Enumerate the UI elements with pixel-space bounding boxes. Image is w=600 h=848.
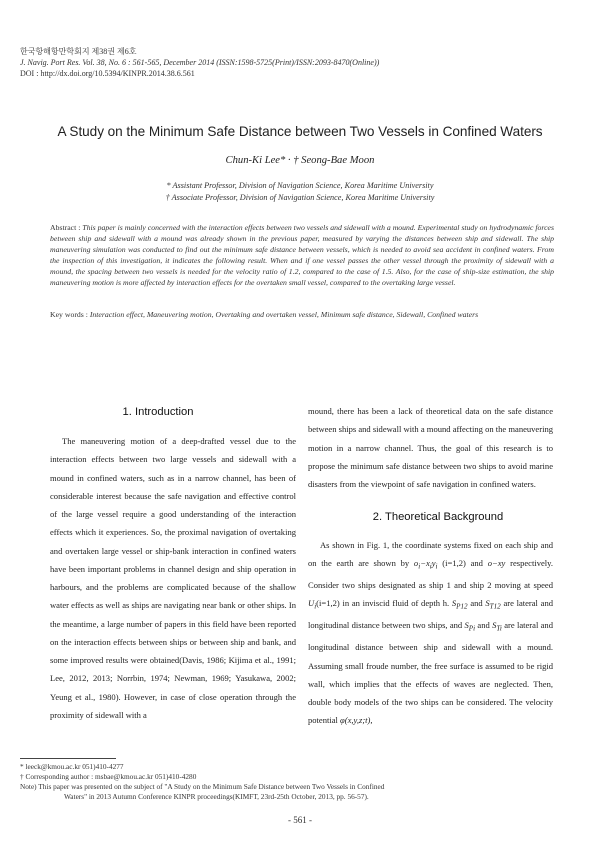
math-subscript: i (314, 603, 317, 612)
affiliation-2: † Associate Professor, Division of Navigation Science, Korea Maritime University (165, 193, 435, 202)
math-symbol: (i=1,2) (437, 558, 471, 569)
math-subscript: i (429, 562, 432, 571)
theory-text: , (370, 715, 373, 726)
math-subscript: T12 (489, 603, 501, 612)
theory-text: and (467, 598, 486, 609)
math-symbol: y (431, 558, 436, 569)
doi-line: DOI : http://dx.doi.org/10.5394/KINPR.2014.38.6.561 (20, 69, 195, 78)
math-symbol: o (413, 558, 419, 569)
math-symbol: S (492, 620, 497, 631)
theory-text: are lateral and longitudinal distance between ship and sidewall with a mound. Assuming small froude number, the free surface is assumed to be rigid wall, which implies that the effects of waves are neglected. Then, double body models of the two ships can be considered. The velocity potential (308, 620, 553, 726)
affiliation-1: * Assistant Professor, Division of Navigation Science, Korea Maritime University (166, 181, 434, 190)
math-symbol: S (464, 620, 469, 631)
math-subscript: P12 (456, 603, 468, 612)
right-column-top (308, 402, 553, 493)
math-symbol: S (485, 598, 490, 609)
theory-text: and (470, 558, 488, 569)
intro-paragraph: The maneuvering motion of a deep-drafted vessel due to the interaction effects between two large vessels and sidewall with a mound in confined waters, such as in a narrow channel, has been of considerable interest because the safe navigation and effective control of the large vessel require a good understanding of the interaction effects which it experiences. So, the proximal navigation of overtaking and overtaken large vessel or ship-bank interaction in confined waters have been important problems in channel design and ship operation in harbours, and the problems are complicated because of the shallow water effects as well as ships are navigating near bank or other ships. In the meantime, a large number of papers in this field have been reported on the interaction effects between ships or between ship and bank, and some improved results were obtained(Davis, 1986; Kijima et al., 1991; Lee, 2012, 2013; Norrbin, 1974; Newman, 1969; Yasukawa, 2002; Yeung et al., 1980). However, in case of close operation through the proximity of sidewall with a (50, 436, 296, 720)
abstract-label: Abstract : (50, 223, 83, 232)
footnote-rule (20, 758, 116, 759)
math-symbol: S (451, 598, 457, 609)
footnote-corresponding-author: † Corresponding author : msbae@kmou.ac.kr 051)410-4280 (20, 772, 197, 782)
math-subscript: Ti (496, 625, 502, 634)
journal-citation: J. Navig. Port Res. Vol. 38, No. 6 : 561-565, December 2014 (ISSN:1598-5725(Print)/ISSN:2093-8470(Online)) (20, 58, 380, 67)
keywords (50, 310, 560, 319)
theory-heading: 2. Theoretical Background (372, 511, 504, 523)
intro-heading: 1. Introduction (122, 406, 194, 418)
theory-text: are lateral and longitudinal distance between two ships, and (308, 598, 553, 631)
footnotes (20, 762, 565, 802)
theory-text: As shown in Fig. 1, the coordinate systems fixed on each ship and on the earth are shown by (308, 540, 553, 569)
theory-text: respectively. Consider two ships designated as ship 1 and ship 2 moving at speed (308, 558, 553, 591)
math-symbol: (i=1,2) (316, 598, 340, 609)
journal-name-korean: 한국항해항만학회지 제38권 제6호 (20, 47, 137, 56)
footnote-note: Note) This paper was presented on the subject of "A Study on the Minimum Safe Distance between Two Vessels in Confined (20, 782, 385, 792)
footnote-author-1: * leeck@kmou.ac.kr 051)410-4277 (20, 762, 124, 771)
keywords-text: Interaction effect, Maneuvering motion, Overtaking and overtaken vessel, Minimum safe distance, Sidewall, Confined waters (89, 310, 479, 319)
theory-text: and (475, 620, 493, 631)
journal-header (20, 46, 379, 79)
theory-text: in an inviscid fluid of depth h. (339, 598, 452, 609)
abstract-text: This paper is mainly concerned with the interaction effects between two vessels and sidewall with a mound. Experimental study on hydrodynamic forces between ship and sidewall with a mound was already shown in the previous paper, measured by varying the distances between ship and sidewall. The ship maneuvering simulation was conducted to find out the minimum safe distance between vessels, which is needed to avoid sea accident in confined waters. From the inspection of this investigation, it indicates the following result. When and if one vessel passes the other vessel through the proximity of sidewall with a mound, the spacing between two vessels is needed for the velocity ratio of 1.2, compared to the case of 1.5. Also, for the case of ship-size estimation, the ship maneuvering motion is more affected by interaction effects for the overtaken small vessel, compared to the overtaking large vessel. (50, 223, 554, 287)
math-subscript: i (418, 562, 421, 571)
keywords-label: Key words : (50, 310, 90, 319)
math-symbol: −x (420, 558, 430, 569)
math-subscript: Pi (468, 625, 476, 634)
math-symbol: o−xy (487, 558, 506, 569)
page-number: - 561 - (288, 815, 312, 825)
right-column-theory (308, 536, 553, 730)
intro-paragraph-continued: mound, there has been a lack of theoretical data on the safe distance between ships and sidewall with a mound affecting on the maneuvering motion in a narrow channel. Thus, the goal of this research is to propose the minimum safe distance between two ships to avoid marine disasters from the viewpoint of safe navigation in confined waters. (308, 406, 553, 489)
left-column (50, 432, 296, 724)
theory-paragraph (308, 536, 553, 730)
footnote-note-continued: Waters" in 2013 Autumn Conference KINPR proceedings(KIMFT, 23rd-25th October, 2013, pp. 56-57). (64, 792, 369, 802)
math-symbol: φ(x,y,z;t) (340, 715, 371, 726)
author-list: Chun-Ki Lee* · † Seong-Bae Moon (225, 155, 375, 166)
math-symbol: U (308, 598, 315, 609)
abstract (50, 223, 554, 288)
math-subscript: i (435, 562, 438, 571)
paper-title: A Study on the Minimum Safe Distance between Two Vessels in Confined Waters (57, 124, 543, 139)
